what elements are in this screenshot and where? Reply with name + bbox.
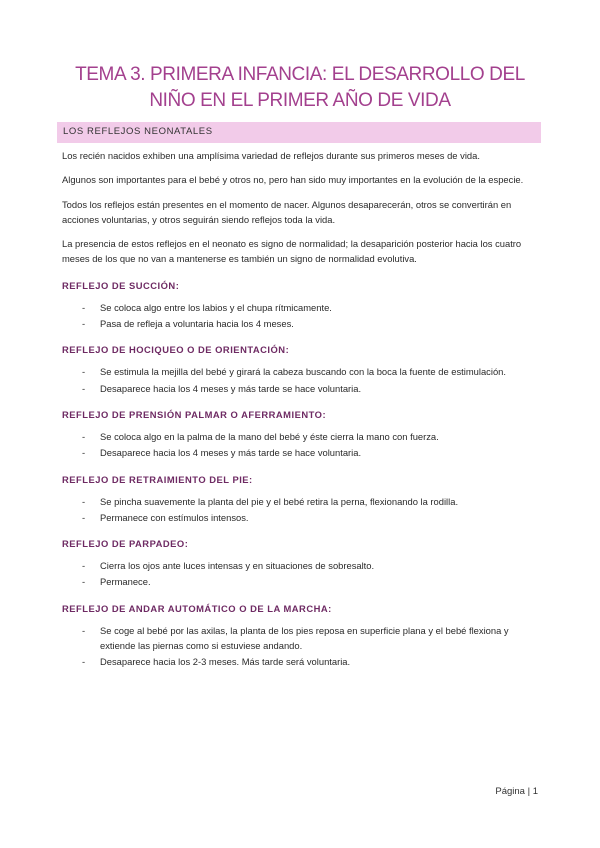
list-item: - Permanece con estímulos intensos. [62,510,540,525]
list-item: - Se coloca algo en la palma de la mano del bebé y éste cierra la mano con fuerza. [62,429,540,444]
list-item: - Pasa de refleja a voluntaria hacia los 4 meses. [62,316,540,331]
reflex-list [62,623,540,670]
list-item: - Se pincha suavemente la planta del pie y el bebé retira la perna, flexionando la rodilla. [62,494,540,509]
reflex-heading: REFLEJO DE HOCIQUEO O DE ORIENTACIÓN: [62,344,290,356]
list-marker: - [82,366,86,378]
reflex-heading: REFLEJO DE PARPADEO: [62,538,189,550]
reflex-list [62,494,540,526]
page-title: TEMA 3. PRIMERA INFANCIA: EL DESARROLLO DEL NIÑO EN EL PRIMER AÑO DE VIDA [75,64,525,111]
reflex-heading: REFLEJO DE ANDAR AUTOMÁTICO O DE LA MARCHA: [62,602,332,614]
list-marker: - [82,576,86,588]
reflex-heading: REFLEJO DE PRENSIÓN PALMAR O AFERRAMIENTO: [62,408,327,420]
list-item: - Se coloca algo entre los labios y el chupa rítmicamente. [62,300,540,315]
page-number: Página | 1 [495,786,538,797]
list-marker: - [82,301,86,313]
reflex-heading: REFLEJO DE SUCCIÓN: [62,279,180,291]
list-item: - Se estimula la mejilla del bebé y girará la cabeza buscando con la boca la fuente de estimulación. [62,364,540,379]
paragraph: Todos los reflejos están presentes en el momento de nacer. Algunos desaparecerán, otros se convertirán en acciones voluntarias, y otros seguirán siendo reflejos toda la vida. [62,198,512,225]
reflex-list [62,364,540,396]
list-marker: - [82,382,86,394]
paragraph: Algunos son importantes para el bebé y otros no, pero han sido muy importantes en la evolución de la especie. [62,174,524,186]
list-item: - Desaparece hacia los 4 meses y más tarde se hace voluntaria. [62,445,540,460]
list-marker: - [82,656,86,668]
document-body [62,148,540,671]
reflex-list [62,300,540,332]
paragraph: Los recién nacidos exhiben una amplísima variedad de reflejos durante sus primeros meses de vida. [62,150,480,161]
list-marker: - [82,495,86,507]
list-marker: - [82,318,86,330]
section-heading: LOS REFLEJOS NEONATALES [63,126,213,137]
list-marker: - [82,511,86,523]
paragraph: La presencia de estos reflejos en el neonato es signo de normalidad; la desaparición posterior hacia los cuatro meses de los que no van a mantenerse es también un signo de normalidad evolutiva. [62,238,522,265]
list-marker: - [82,447,86,459]
list-item: - Permanece. [62,574,540,589]
reflex-heading: REFLEJO DE RETRAIMIENTO DEL PIE: [62,473,253,485]
list-item: - Desaparece hacia los 2-3 meses. Más tarde será voluntaria. [62,654,540,669]
list-item: - Se coge al bebé por las axilas, la planta de los pies reposa en superficie plana y el bebé flexiona y extiende las piernas como si estuviese andando. [82,624,509,652]
list-item: - Desaparece hacia los 4 meses y más tarde se hace voluntaria. [62,381,540,396]
list-marker: - [82,624,86,636]
reflex-list [62,558,540,590]
section-heading-bar [57,122,541,143]
list-marker: - [82,560,86,572]
list-marker: - [82,430,86,442]
reflex-list [62,429,540,461]
list-item: - Cierra los ojos ante luces intensas y en situaciones de sobresalto. [62,558,540,573]
